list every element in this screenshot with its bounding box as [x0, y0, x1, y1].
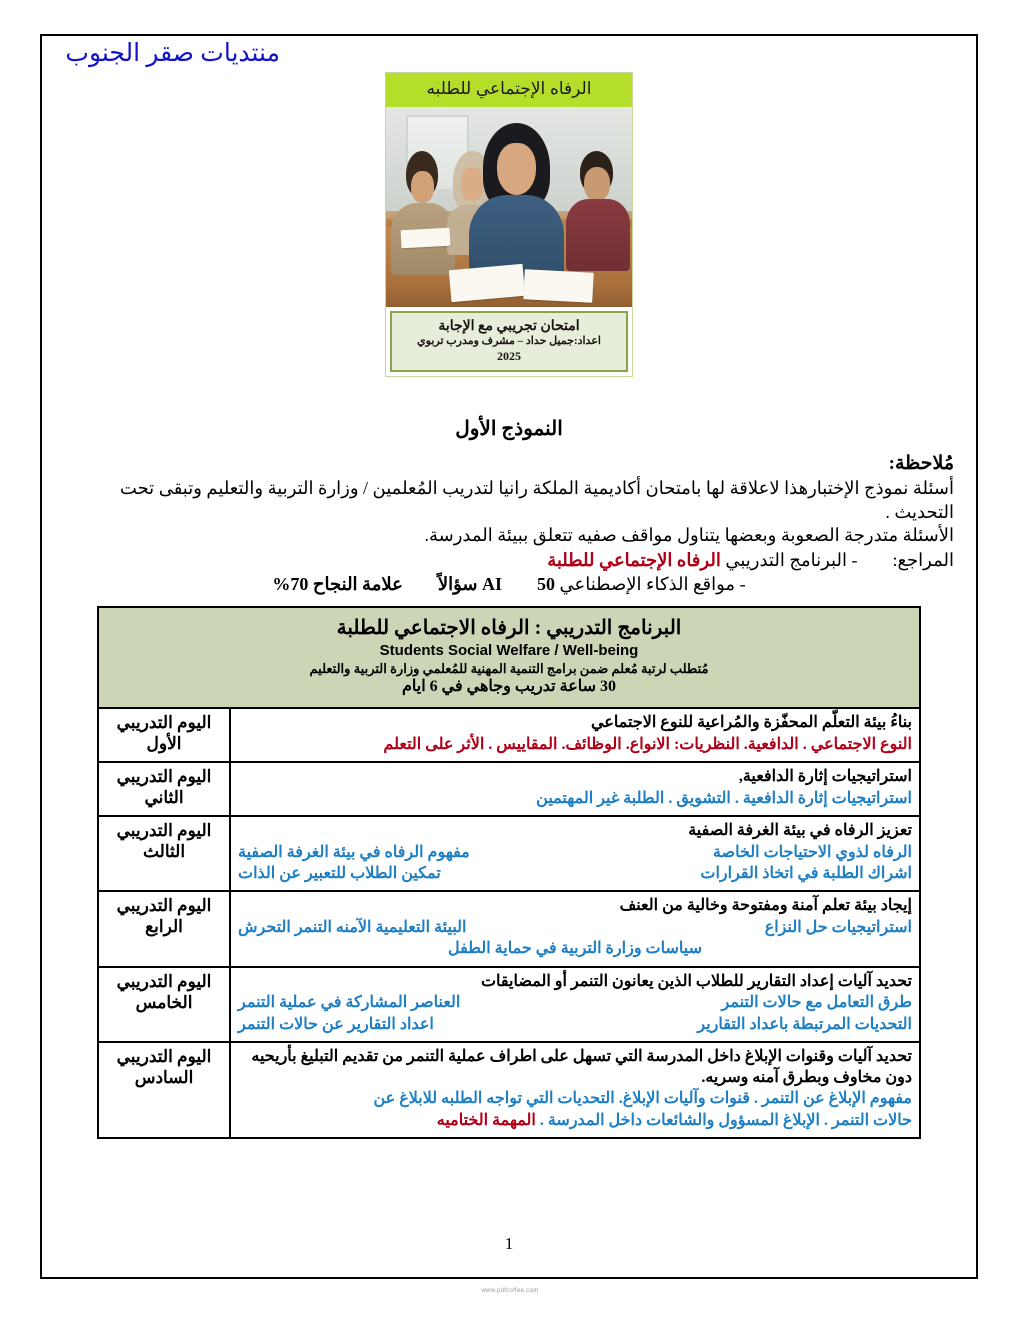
table-row: [98, 1042, 920, 1138]
day-subtopic-right: تمكين الطلاب للتعبير عن الذات: [238, 865, 441, 882]
question-count: 50 سؤالاً: [437, 574, 556, 595]
day-subtopic-right: مفهوم الرفاه في بيئة الغرفة الصفية: [238, 843, 470, 861]
day-label-cell: اليوم التدريبي الأول: [98, 708, 230, 762]
table-header-line3: مُتطلب لرتبة مُعلم ضمن برامج التنمية المهنية للمُعلمي وزارة التربية والتعليم: [309, 660, 709, 676]
table-row: [98, 708, 920, 762]
day-subtopic: مفهوم الإبلاغ عن التنمر . قنوات وآليات الإبلاغ. التحديات التي تواجه الطلبه للابلاغ عن: [373, 1090, 912, 1108]
day-subtopic-left: التحديات المرتبطة باعداد التقارير: [697, 1015, 912, 1033]
day-subtopic-left: طرق التعامل مع حالات التنمر: [721, 994, 912, 1012]
day-description-cell: [230, 708, 920, 762]
day-subtopic-row: [238, 993, 912, 1013]
model-title: النموذج الأول: [455, 418, 563, 440]
student-figure-right: [566, 151, 630, 271]
day-main-topic: تحديد آليات وقنوات الإبلاغ داخل المدرسة التي تسهل على اطراف عملية التنمر من تقديم التبليغ بأريحيه دون مخاوف وبطرق آمنه وسريه.: [251, 1048, 912, 1086]
day-subtopic-row: [238, 843, 912, 863]
day-subtopic: سياسات وزارة التربية في حماية الطفل: [448, 940, 702, 958]
day-label-cell: اليوم التدريبي الثالث: [98, 816, 230, 891]
poster-banner-title: الرفاه الإجتماعي للطلبه: [386, 73, 632, 107]
day-subtopic-left: الرفاه لذوي الاحتياجات الخاصة: [712, 843, 912, 861]
table-row: [98, 967, 920, 1042]
page-number: 1: [504, 1234, 514, 1253]
forum-header-watermark: منتديات صقر الجنوب: [65, 40, 280, 67]
cover-poster: [385, 72, 633, 377]
final-task-highlight: المهمة الختاميه: [436, 1111, 536, 1129]
day-subtopic: استراتيجيات إثارة الدافعية . التشويق . الطلبة غير المهتمين: [536, 789, 912, 807]
table-row: [98, 816, 920, 891]
reference-2-text: - مواقع الذكاء الإصطناعي: [559, 574, 746, 595]
day-subtopic-right: العناصر المشاركة في عملية التنمر: [238, 994, 461, 1012]
note-line-1: أسئلة نموذج الإختبارهذا لاعلاقة لها بامتحان أكاديمية الملكة رانيا لتدريب المُعلمين / وزارة التربية والتعليم وتبقى تحت التحديث .: [119, 478, 954, 522]
day-main-topic: تعزيز الرفاه في بيئة الغرفة الصفية: [688, 822, 912, 840]
day-description-cell: [230, 816, 920, 891]
references-label: المراجع:: [892, 549, 954, 570]
table-row: [98, 762, 920, 816]
day-description-cell: [230, 1042, 920, 1138]
day-subtopic-left: استراتيجيات حل النزاع: [764, 918, 912, 936]
bottom-source-watermark: www.pdfcoffee.com: [481, 1288, 539, 1294]
poster-footer-box: [390, 311, 628, 372]
note-label: مُلاحظة:: [888, 453, 954, 475]
poster-footer-year: 2025: [497, 348, 521, 363]
day-subtopic-row: [238, 918, 912, 938]
table-header-line4: 30 ساعة تدريب وجاهي في 6 ايام: [401, 678, 617, 696]
reference-1-highlight: الرفاه الإجتماعي للطلبة: [547, 549, 721, 570]
table-header-row: [98, 607, 920, 708]
day-description-cell: [230, 762, 920, 816]
poster-footer-line2: اعداد:جميل حداد – مشرف ومدرب تربوي: [417, 335, 601, 348]
day-subtopic-row: [238, 864, 912, 884]
day-subtopic-text: حالات التنمر . الإبلاغ المسؤول والشائعات داخل المدرسة .: [539, 1111, 912, 1129]
day-label-cell: اليوم التدريبي السادس: [98, 1042, 230, 1138]
day-label-cell: اليوم التدريبي الخامس: [98, 967, 230, 1042]
day-main-topic: استراتيجيات إثارة الدافعية,: [738, 768, 912, 786]
table-row: [98, 891, 920, 966]
day-description-cell: [230, 891, 920, 966]
day-subtopic-right: البيئة التعليمية الآمنه التنمر التحرش: [238, 918, 467, 936]
day-subtopic-row: [238, 1111, 912, 1131]
training-program-table: [97, 606, 921, 1139]
day-main-topic: تحديد آليات إعداد التقارير للطلاب الذين يعانون التنمر أو المضايقات: [480, 972, 912, 990]
day-main-topic: إيجاد بيئة تعلم آمنة ومفتوحة وخالية من العنف: [619, 897, 912, 915]
poster-footer-line1: امتحان تجريبي مع الإجابة: [438, 318, 580, 334]
references-line-1: [64, 549, 954, 573]
day-subtopic-row: [238, 1015, 912, 1035]
references-line-2: [64, 573, 954, 597]
table-header-line2: Students Social Welfare / Well-being: [379, 642, 639, 659]
pass-mark-value: 70%: [272, 574, 309, 595]
table-header-line1: البرنامج التدريبي : الرفاه الاجتماعي للطلبة: [336, 617, 682, 639]
day-main-topic: بناءُ بيئة التعلّم المحفّزة والمُراعية للنوع الاجتماعي: [590, 714, 912, 732]
day-label-cell: اليوم التدريبي الثاني: [98, 762, 230, 816]
classroom-photo: [386, 107, 632, 307]
document-page-frame: [40, 34, 978, 1279]
pass-mark-label: علامة النجاح: [312, 574, 403, 595]
day-subtopic-right: اعداد التقارير عن حالات التنمر: [238, 1015, 434, 1033]
reference-2-ai-label: AI: [482, 574, 503, 595]
intro-text-block: [64, 416, 954, 597]
day-description-cell: [230, 967, 920, 1042]
training-program-table-wrapper: [97, 606, 921, 1139]
day-subtopic-left: اشراك الطلبة في اتخاذ القرارات: [700, 865, 912, 882]
day-subtopic: النوع الاجتماعي . الدافعية. النظريات: الانواع. الوظائف. المقاييس . الأثر على التعلم: [383, 735, 912, 753]
day-label-cell: اليوم التدريبي الرابع: [98, 891, 230, 966]
reference-1-prefix: - البرنامج التدريبي: [725, 549, 858, 570]
table-header-cell: [98, 607, 920, 708]
note-line-2: الأسئلة متدرجة الصعوبة وبعضها يتناول مواقف صفيه تتعلق ببيئة المدرسة.: [424, 524, 954, 545]
